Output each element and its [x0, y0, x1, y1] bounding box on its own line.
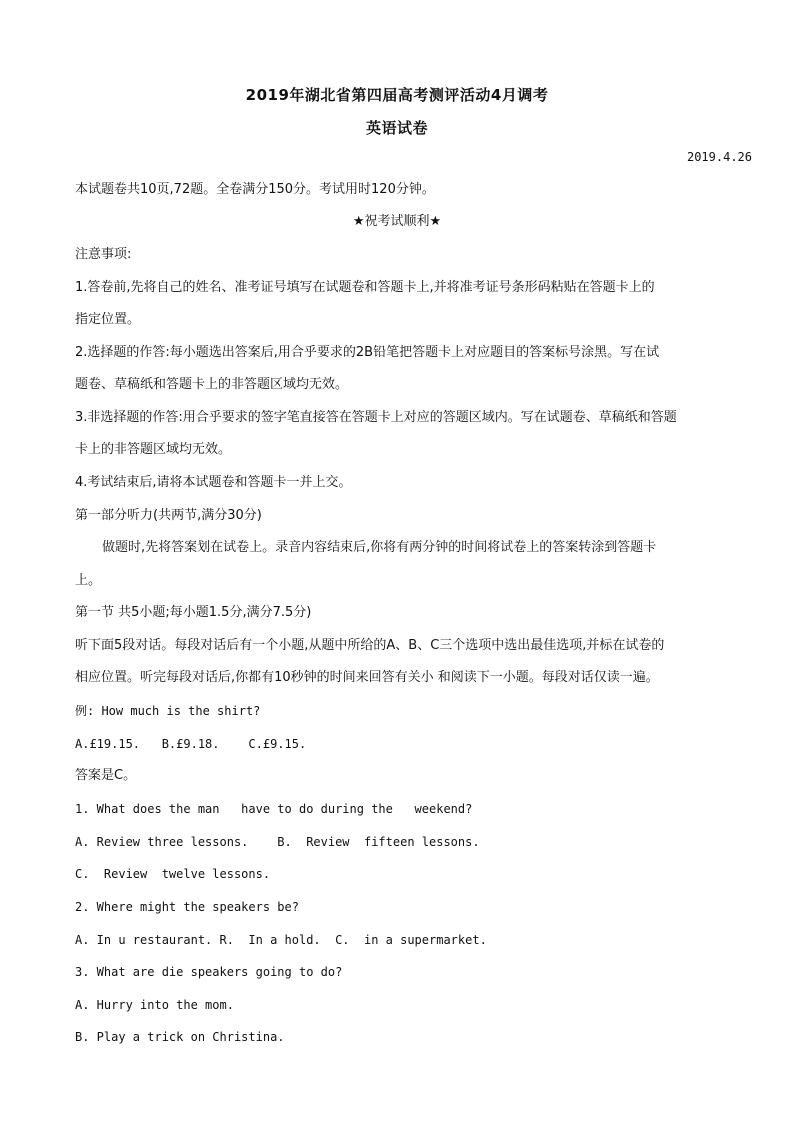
section1-heading: 第一节 共5小题;每小题1.5分,满分7.5分) [75, 605, 312, 620]
question-3-option-b: B. Play a trick on Christina. [75, 1030, 285, 1044]
example-answer: 答案是C。 [75, 768, 137, 783]
notice-line: 3.非选择题的作答:用合乎要求的签字笔直接答在答题卡上对应的答题区域内。写在试题卷、草稿纸和答题 [75, 410, 677, 425]
part1-instruction: 上。 [75, 573, 102, 588]
part1-instruction: 做题时,先将答案划在试卷上。录音内容结束后,你将有两分钟的时间将试卷上的答案转涂到答题卡 [102, 540, 657, 555]
question-3-option-a: A. Hurry into the mom. [75, 998, 234, 1012]
question-3: 3. What are die speakers going to do? [75, 965, 343, 979]
notice-line: 题卷、草稿纸和答题卡上的非答题区域均无效。 [75, 377, 349, 392]
question-1: 1. What does the man have to do during the weekend? [75, 802, 473, 816]
question-1-options: A. Review three lessons. B. Review fifteen lessons. [75, 835, 480, 849]
question-1-options: C. Review twelve lessons. [75, 867, 271, 881]
exam-summary: 本试题卷共10页,72题。全卷满分150分。考试用时120分钟。 [75, 182, 435, 197]
section1-instruction: 相应位置。听完每段对话后,你都有10秒钟的时间来回答有关小 和阅读下一小题。每段对话仅读一遍。 [75, 670, 659, 685]
exam-subtitle: 英语试卷 [365, 119, 428, 137]
exam-title: 2019年湖北省第四届高考测评活动4月调考 [245, 86, 549, 104]
notice-line: 1.答卷前,先将自己的姓名、准考证号填写在试题卷和答题卡上,并将准考证号条形码粘贴在答题卡上的 [75, 280, 655, 295]
question-2-options: A. In u restaurant. R. In a hold. C. in a supermarket. [75, 933, 487, 947]
notice-heading: 注意事项: [75, 247, 132, 262]
example-question: 例: How much is the shirt? [75, 704, 261, 718]
example-options: A.£19.15. B.£9.18. C.£9.15. [75, 737, 307, 751]
section1-instruction: 听下面5段对话。每段对话后有一个小题,从题中所给的A、B、C三个选项中选出最佳选项,并标在试卷的 [75, 638, 665, 653]
question-2: 2. Where might the speakers be? [75, 900, 299, 914]
good-luck-wish: ★祝考试顺利★ [352, 214, 442, 229]
notice-line: 2.选择题的作答:每小题选出答案后,用合乎要求的2B铅笔把答题卡上对应题目的答案标号涂黑。写在试 [75, 345, 660, 360]
notice-line: 卡上的非答题区域均无效。 [75, 442, 232, 457]
notice-line: 指定位置。 [75, 312, 141, 327]
part1-heading: 第一部分听力(共两节,满分30分) [75, 508, 262, 523]
exam-date: 2019.4.26 [686, 150, 752, 164]
notice-line: 4.考试结束后,请将本试题卷和答题卡一并上交。 [75, 475, 352, 490]
